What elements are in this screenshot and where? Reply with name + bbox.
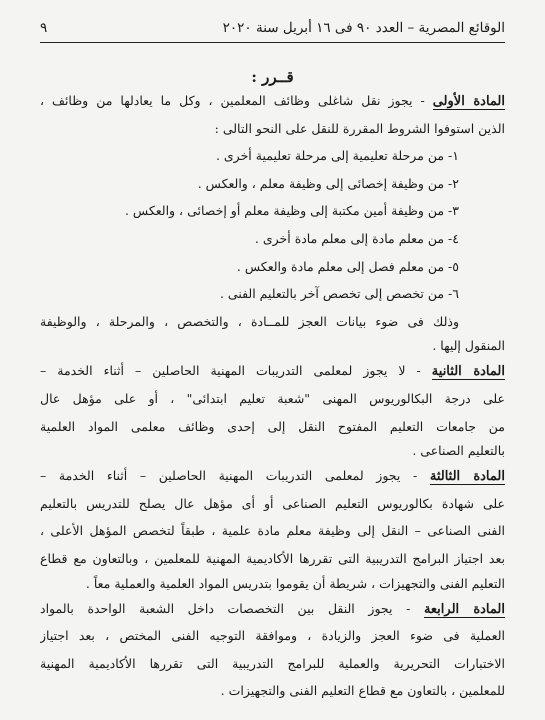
article-2-line-4: بالتعليم الصناعى . xyxy=(412,443,505,459)
article-4-line-2: العملية فى ضوء العجز والزيادة ، وموافقة التوجيه الفنى المختص ، بعد اجتياز xyxy=(40,628,505,644)
page-number: ٩ xyxy=(40,20,48,36)
article-2-line-1-text: - لا يجوز لمعلمى التدريبات المهنية الحاصلين – أثناء الخدمة – xyxy=(40,363,432,379)
header-title: الوقائع المصرية – العدد ٩٠ فى ١٦ أبريل سنة ٢٠٢٠ xyxy=(222,20,505,36)
page-header xyxy=(40,18,505,38)
article-1-line-2: الذين استوفوا الشروط المقررة للنقل على النحو التالى : xyxy=(214,120,505,136)
article-4-line-3: الاختبارات التحريرية والعملية للبرامج التدريبية التى تقررها الأكاديمية المهنية xyxy=(40,655,505,671)
article-3-line-4: بعد اجتياز البرامج التدريبية التى تقررها الأكاديمية المهنية للمعلمين ، وبالتعاون مع قطاع xyxy=(40,550,505,566)
article-4-heading: المادة الرابعة xyxy=(423,601,505,617)
article-3-heading: المادة الثالثة xyxy=(429,469,505,485)
article-3-line-2: على شهادة بكالوريوس التعليم الصناعى أو أى مؤهل عال يصلح للتدريس بالتعليم xyxy=(40,495,505,511)
article-3 xyxy=(40,462,505,594)
article-4-line-1-text: - يجوز النقل بين التخصصات داخل الشعبة الواحدة بالمواد xyxy=(40,600,424,616)
article-2-heading: المادة الثانية xyxy=(431,364,505,380)
article-1-item-4: ٤- من معلم مادة إلى معلم مادة أخرى . xyxy=(254,230,459,246)
article-2-line-2: على درجة البكالوريوس المهنى "شعبة تعليم ابتدائى" ، أو على مؤهل عال xyxy=(40,390,505,406)
article-1-line-1 xyxy=(40,87,505,115)
article-3-line-3: الفنى الصناعى – النقل إلى وظيفة معلم مادة علمية ، طبقاً لتخصص المؤهل الأعلى ، xyxy=(40,523,505,539)
article-1-heading: المادة الأولى xyxy=(432,94,505,109)
article-1-item-1: ١- من مرحلة تعليمية إلى مرحلة تعليمية أخرى . xyxy=(215,148,459,164)
article-2-line-3: من جامعات التعليم المفتوح النقل إلى إحدى وظائف معلمى المواد العلمية xyxy=(40,418,505,434)
article-1-line-1-text: - يجوز نقل شاغلى وظائف المعلمين ، وكل ما يعادلها من وظائف ، xyxy=(40,93,433,108)
article-3-line-5: التعليم الفنى والتجهيزات ، شريطة أن يقوموا بتدريس المواد العلمية والعملية معاً . xyxy=(85,575,505,591)
article-1-item-6: ٦- من تخصص إلى تخصص آخر بالتعليم الفنى . xyxy=(219,286,459,302)
header-rule xyxy=(40,42,505,43)
article-1-item-5: ٥- من معلم فصل إلى معلم مادة والعكس . xyxy=(236,258,459,274)
article-2 xyxy=(40,357,505,462)
article-3-line-1 xyxy=(40,462,505,490)
decision-heading: قــرر : xyxy=(251,68,294,86)
article-1-line-9: وذلك فى ضوء بيانات العجز للمــادة ، والتخصص ، والمرحلة ، والوظيفة xyxy=(40,313,459,329)
article-3-line-1-text: - يجوز لمعلمى التدريبات المهنية الحاصلين – أثناء الخدمة – xyxy=(40,468,430,484)
article-1 xyxy=(40,87,505,357)
article-4-line-1 xyxy=(40,595,505,623)
article-4 xyxy=(40,595,505,705)
article-1-line-10: المنقول إليها . xyxy=(432,338,505,354)
article-1-item-2: ٢- من وظيفة إخصائى إلى وظيفة معلم ، والعكس . xyxy=(197,175,459,191)
article-2-line-1 xyxy=(40,357,505,385)
article-1-item-3: ٣- من وظيفة أمين مكتبة إلى وظيفة معلم أو إخصائى ، والعكس . xyxy=(124,203,459,219)
article-4-line-4: للمعلمين ، بالتعاون مع قطاع التعليم الفنى والتجهيزات . xyxy=(220,683,505,699)
